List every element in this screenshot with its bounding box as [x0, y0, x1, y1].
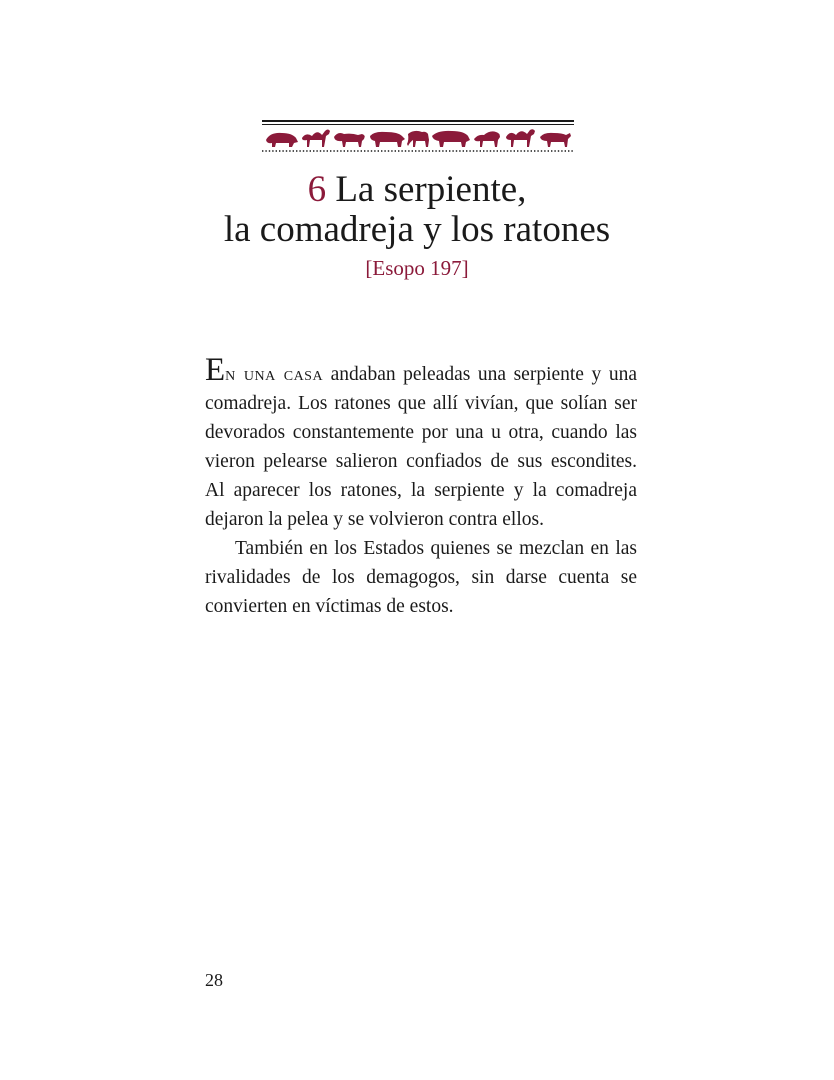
paragraph-2: También en los Estados quienes se mezclan en las rivalidades de los demagogos, sin darse cuenta se convierten en víctimas de estos.: [205, 538, 637, 617]
page-number: 28: [205, 970, 223, 990]
paragraph-1-text: andaban peleadas una serpiente y una comadreja. Los ratones que allí vivían, que solían ser devorados constantemente por una u otra, cuando las vieron pelearse salieron confiados de sus escondites. Al aparecer los ratones, la serpiente y la comadreja dejaron la pelea y se volvieron contra ellos.: [205, 364, 637, 530]
title-line-1: [0, 170, 834, 210]
fable-source: [Esopo 197]: [365, 256, 469, 280]
animal-frieze-icon: [262, 120, 574, 154]
drop-initial: E: [205, 352, 226, 388]
title-line-2: la comadreja y los ratones: [223, 209, 611, 250]
fable-number: 6: [307, 169, 327, 210]
title-line-1-text: La serpiente,: [335, 169, 527, 210]
fable-title: [0, 170, 834, 250]
fable-body: [205, 352, 637, 621]
smallcaps-lead: n una casa: [225, 364, 324, 385]
paragraph-1: [205, 352, 637, 534]
